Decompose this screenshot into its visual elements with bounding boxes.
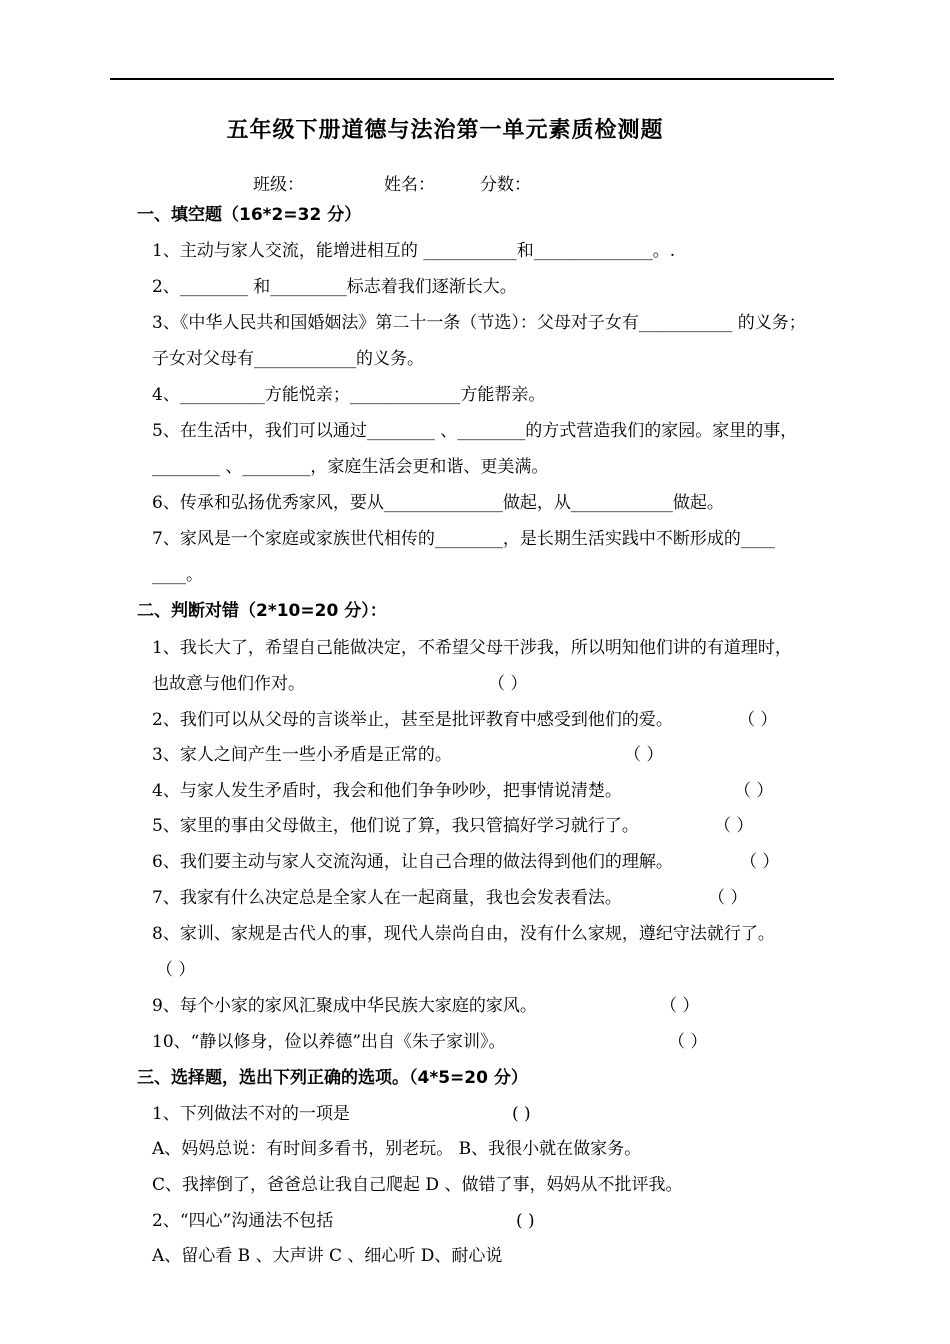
fill-line-3: 3、《中华人民共和国婚姻法》第二十一条（节选）：父母对子女有___________ 的义务； [152,313,806,333]
answer-blank-8: （ ） [156,960,196,980]
choice-q2: 2、“四心”沟通法不包括 [152,1211,334,1231]
answer-blank-7: （ ） [708,888,748,908]
judge-line-6: 6、我们要主动与家人交流沟通，让自己合理的做法得到他们的理解。 [152,852,673,872]
page-title: 五年级下册道德与法治第一单元素质检测题 [226,118,664,143]
section2-heading: 二、判断对错（2*10=20 分）： [137,601,387,621]
choice-q1-options-ab: A、妈妈总说：有时间多看书，别老玩。 B、我很小就在做家务。 [152,1139,642,1159]
fill-line-3b: 子女对父母有____________的义务。 [152,349,424,369]
judge-line-1b: 也故意与他们作对。 [152,674,305,694]
section3-heading: 三、选择题，选出下列正确的选项。（4*5=20 分） [137,1068,528,1088]
name-field-label: 姓名： [384,175,435,195]
score-field-label: 分数： [480,175,531,195]
answer-blank-5: （ ） [714,816,754,836]
judge-line-4: 4、与家人发生矛盾时，我会和他们争争吵吵，把事情说清楚。 [152,781,622,801]
choice-q2-blank: ( ) [516,1211,535,1231]
judge-line-1: 1、我长大了，希望自己能做决定，不希望父母干涉我，所以明知他们讲的有道理时， [152,638,792,658]
class-field-label: 班级： [253,175,304,195]
judge-line-9: 9、每个小家的家风汇聚成中华民族大家庭的家风。 [152,996,537,1016]
judge-line-2: 2、我们可以从父母的言谈举止，甚至是批评教育中感受到他们的爱。 [152,710,673,730]
fill-line-5b: ________ 、________，家庭生活会更和谐、更美满。 [152,457,549,477]
judge-line-8: 8、家训、家规是古代人的事，现代人崇尚自由，没有什么家规，遵纪守法就行了。 [152,924,775,944]
fill-line-7b: ____。 [152,565,203,585]
judge-line-3: 3、家人之间产生一些小矛盾是正常的。 [152,745,452,765]
answer-blank-4: （ ） [734,781,774,801]
choice-q2-options: A、留心看 B 、大声讲 C 、细心听 D、耐心说 [152,1246,503,1266]
fill-line-6: 6、传承和弘扬优秀家风，要从______________做起，从____________做起。 [152,493,724,513]
judge-line-10: 10、“静以修身，俭以养德”出自《朱子家训》。 [152,1032,506,1052]
top-rule [110,78,834,80]
judge-line-7: 7、我家有什么决定总是全家人在一起商量，我也会发表看法。 [152,888,622,908]
choice-q1-blank: ( ) [512,1104,531,1124]
fill-line-7: 7、家风是一个家庭或家族世代相传的________，是长期生活实践中不断形成的____ [152,529,775,549]
answer-blank-2: （ ） [738,710,778,730]
fill-line-2: 2、________ 和_________标志着我们逐渐长大。 [152,277,517,297]
section1-heading: 一、填空题（16*2=32 分） [137,205,362,225]
choice-q1-options-cd: C、我摔倒了，爸爸总让我自己爬起 D 、做错了事，妈妈从不批评我。 [152,1175,683,1195]
fill-line-5: 5、在生活中，我们可以通过________ 、________的方式营造我们的家园。家里的事， [152,421,798,441]
answer-blank-3: （ ） [624,745,664,765]
answer-blank-10: （ ） [668,1032,708,1052]
choice-q1: 1、下列做法不对的一项是 [152,1104,350,1124]
answer-blank-9: （ ） [660,996,700,1016]
fill-line-1: 1、主动与家人交流，能增进相互的 ___________和______________。. [152,241,676,261]
answer-blank-6: （ ） [740,852,780,872]
judge-line-5: 5、家里的事由父母做主，他们说了算，我只管搞好学习就行了。 [152,816,639,836]
fill-line-4: 4、__________方能悦亲；_____________方能帮亲。 [152,385,546,405]
answer-blank-1: （ ） [488,674,528,694]
